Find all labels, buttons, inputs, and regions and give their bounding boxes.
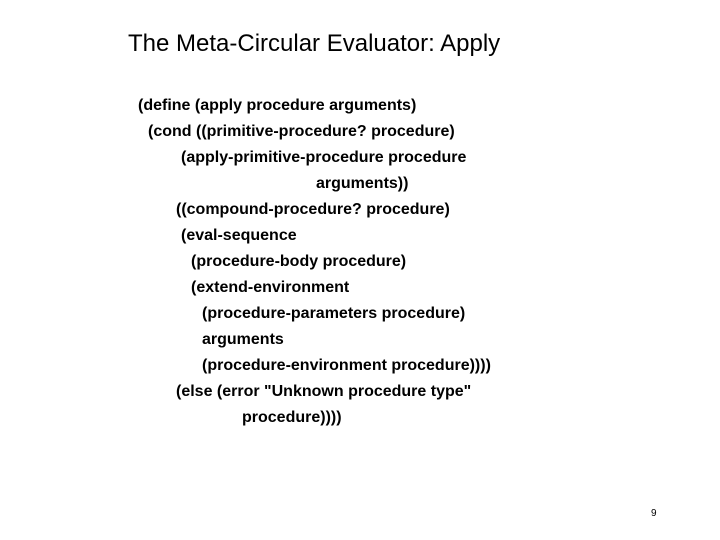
- code-line-procedure-parameters: (procedure-parameters procedure): [202, 305, 466, 322]
- code-line-define: (define (apply procedure arguments): [138, 97, 417, 114]
- code-line-else-error: (else (error "Unknown procedure type": [176, 383, 472, 400]
- code-line-extend-environment: (extend-environment: [191, 279, 350, 296]
- code-line-procedure-environment: (procedure-environment procedure)))): [202, 357, 491, 374]
- code-line-arguments: arguments: [202, 331, 284, 348]
- code-line-eval-sequence: (eval-sequence: [181, 227, 297, 244]
- code-line-compound-check: ((compound-procedure? procedure): [176, 201, 450, 218]
- code-line-procedure-close: procedure)))): [242, 409, 342, 426]
- page-number: 9: [651, 508, 657, 519]
- code-line-procedure-body: (procedure-body procedure): [191, 253, 407, 270]
- code-line-apply-primitive: (apply-primitive-procedure procedure: [181, 149, 467, 166]
- code-line-arguments-close: arguments)): [316, 175, 409, 192]
- slide-title: The Meta-Circular Evaluator: Apply: [128, 30, 501, 57]
- code-line-cond: (cond ((primitive-procedure? procedure): [148, 123, 455, 140]
